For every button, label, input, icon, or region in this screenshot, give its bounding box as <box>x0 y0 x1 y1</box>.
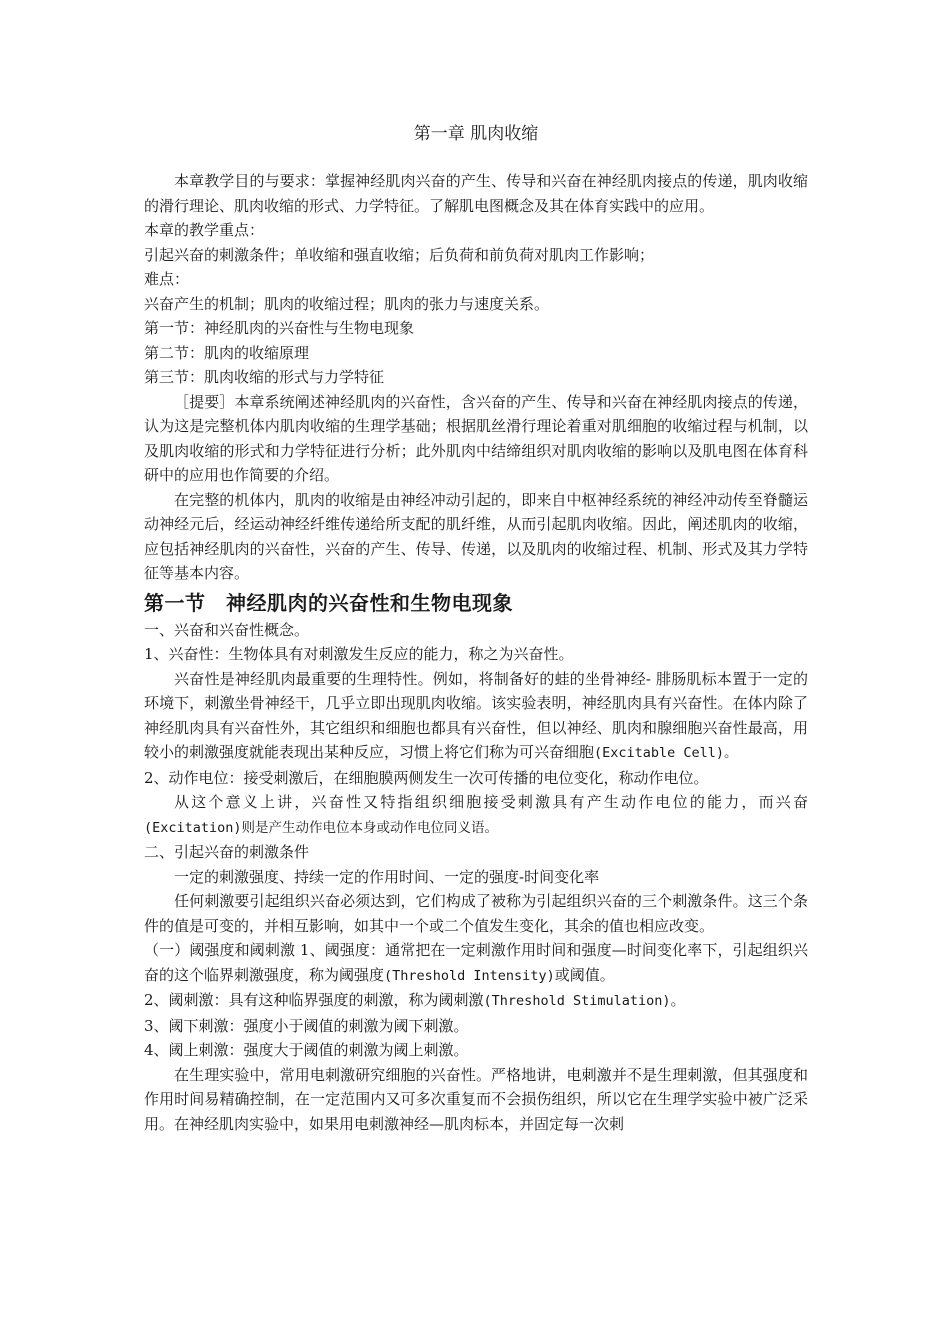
excitability-paragraph <box>144 667 808 766</box>
overview-paragraph: 在完整的机体内，肌肉的收缩是由神经冲动引起的，即来自中枢神经系统的神经冲动传至脊髓运动神经元后，经运动神经纤维传递给所支配的肌纤维，从而引起肌肉收缩。因此，阐述肌肉的收缩，应包括神经肌肉的兴奋性，兴奋的产生、传导、传递，以及肌肉的收缩过程、机制、形式及其力学特征等基本内容。 <box>144 490 808 582</box>
chapter-title: 第一章 肌肉收缩 <box>413 124 539 144</box>
summary-paragraph: ［提要］本章系统阐述神经肌肉的兴奋性，含兴奋的产生、传导和兴奋在神经肌肉接点的传递，认为这是完整机体内肌肉收缩的生理学基础；根据肌丝滑行理论着重对肌细胞的收缩过程与机制，以及肌肉收缩的形式和力学特征进行分析；此外肌肉中结缔组织对肌肉收缩的影响以及肌电图在体育科研中的应用也作简要的介绍。 <box>144 392 808 484</box>
excitation-text: 从这个意义上讲，兴奋性又特指组织细胞接受刺激具有产生动作电位的能力，而兴奋 <box>174 793 808 811</box>
key-points-label: 本章的教学重点： <box>144 221 265 239</box>
threshold-intensity-paragraph <box>144 938 808 988</box>
conditions-paragraph: 任何刺激要引起组织兴奋必须达到，它们构成了被称为引起组织兴奋的三个刺激条件。这三个条件的值是可变的，并相互影响，如其中一个或二个值发生变化，其余的值也相应改变。 <box>144 892 808 935</box>
suprathreshold-definition: 4、阈上刺激：强度大于阈值的刺激为阈上刺激。 <box>144 1041 469 1059</box>
excitation-paragraph <box>144 790 808 840</box>
excitation-term: (Excitation)则是产生动作电位本身或动作电位同义语。 <box>144 819 499 836</box>
threshold-stimulation-tail: 。 <box>670 991 686 1009</box>
excitability-definition: 1、兴奋性：生物体具有对刺激发生反应的能力，称之为兴奋性。 <box>144 645 574 663</box>
threshold-stimulation-term: (Threshold Stimulation) <box>483 993 671 1009</box>
section-list-item: 第三节：肌肉收缩的形式与力学特征 <box>144 368 385 386</box>
threshold-stimulation-paragraph <box>144 988 808 1014</box>
section-list-item: 第一节：神经肌肉的兴奋性与生物电现象 <box>144 319 415 337</box>
threshold-intensity-term: (Threshold Intensity) <box>384 967 555 984</box>
key-points: 引起兴奋的刺激条件；单收缩和强直收缩；后负荷和前负荷对肌肉工作影响； <box>144 245 655 264</box>
section-heading: 第一节 神经肌肉的兴奋性和生物电现象 <box>144 590 513 615</box>
difficulties-label: 难点： <box>144 270 190 288</box>
excitability-text: 兴奋性是神经肌肉最重要的生理特性。例如，将制备好的蛙的坐骨神经- 腓肠肌标本置于一定的环境下，刺激坐骨神经干，几乎立即出现肌肉收缩。该实验表明，神经肌肉具有兴奋性。在体内除了神经肌肉具有兴奋性外，其它组织和细胞也都具有兴奋性，但以神经、肌肉和腺细胞兴奋性最高，用较小的刺激强度就能表现出某种反应，习惯上将它们称为可兴奋细胞 <box>144 669 808 761</box>
document-page <box>144 120 808 1136</box>
threshold-intensity-tail: 或阈值。 <box>554 965 615 984</box>
subthreshold-definition: 3、阈下刺激：强度小于阈值的刺激为阈下刺激。 <box>144 1016 469 1035</box>
threshold-intensity-text: （一）阈强度和阈刺激 1、阈强度：通常把在一定刺激作用时间和强度—时间变化率下，引起组织兴奋的这个临界刺激强度，称为阈强度 <box>144 941 808 984</box>
excitable-cell-term: (Excitable Cell)。 <box>594 745 738 761</box>
difficulties: 兴奋产生的机制；肌肉的收缩过程；肌肉的张力与速度关系。 <box>144 294 550 313</box>
section-list-item: 第二节：肌肉的收缩原理 <box>144 343 310 362</box>
threshold-stimulation-text: 2、阈刺激：具有这种临界强度的刺激，称为阈刺激 <box>144 991 484 1009</box>
stimulus-conditions: 一定的刺激强度、持续一定的作用时间、一定的强度-时间变化率 <box>174 867 600 886</box>
subsection-title: 二、引起兴奋的刺激条件 <box>144 843 310 861</box>
electrical-stimulation-paragraph: 在生理实验中，常用电刺激研究细胞的兴奋性。严格地讲，电刺激并不是生理刺激，但其强度和作用时间易精确控制，在一定范围内又可多次重复而不会损伤组织，所以它在生理学实验中被广泛采用。在神经肌肉实验中，如果用电刺激神经—肌肉标本，并固定每一次刺 <box>144 1065 808 1133</box>
action-potential-definition: 2、动作电位：接受刺激后，在细胞膜两侧发生一次可传播的电位变化，称动作电位。 <box>144 768 709 787</box>
objectives-paragraph: 本章教学目的与要求：掌握神经肌肉兴奋的产生、传导和兴奋在神经肌肉接点的传递，肌肉收缩的滑行理论、肌肉收缩的形式、力学特征。了解肌电图概念及其在体育实践中的应用。 <box>144 172 808 215</box>
subsection-title: 一、兴奋和兴奋性概念。 <box>144 620 310 639</box>
